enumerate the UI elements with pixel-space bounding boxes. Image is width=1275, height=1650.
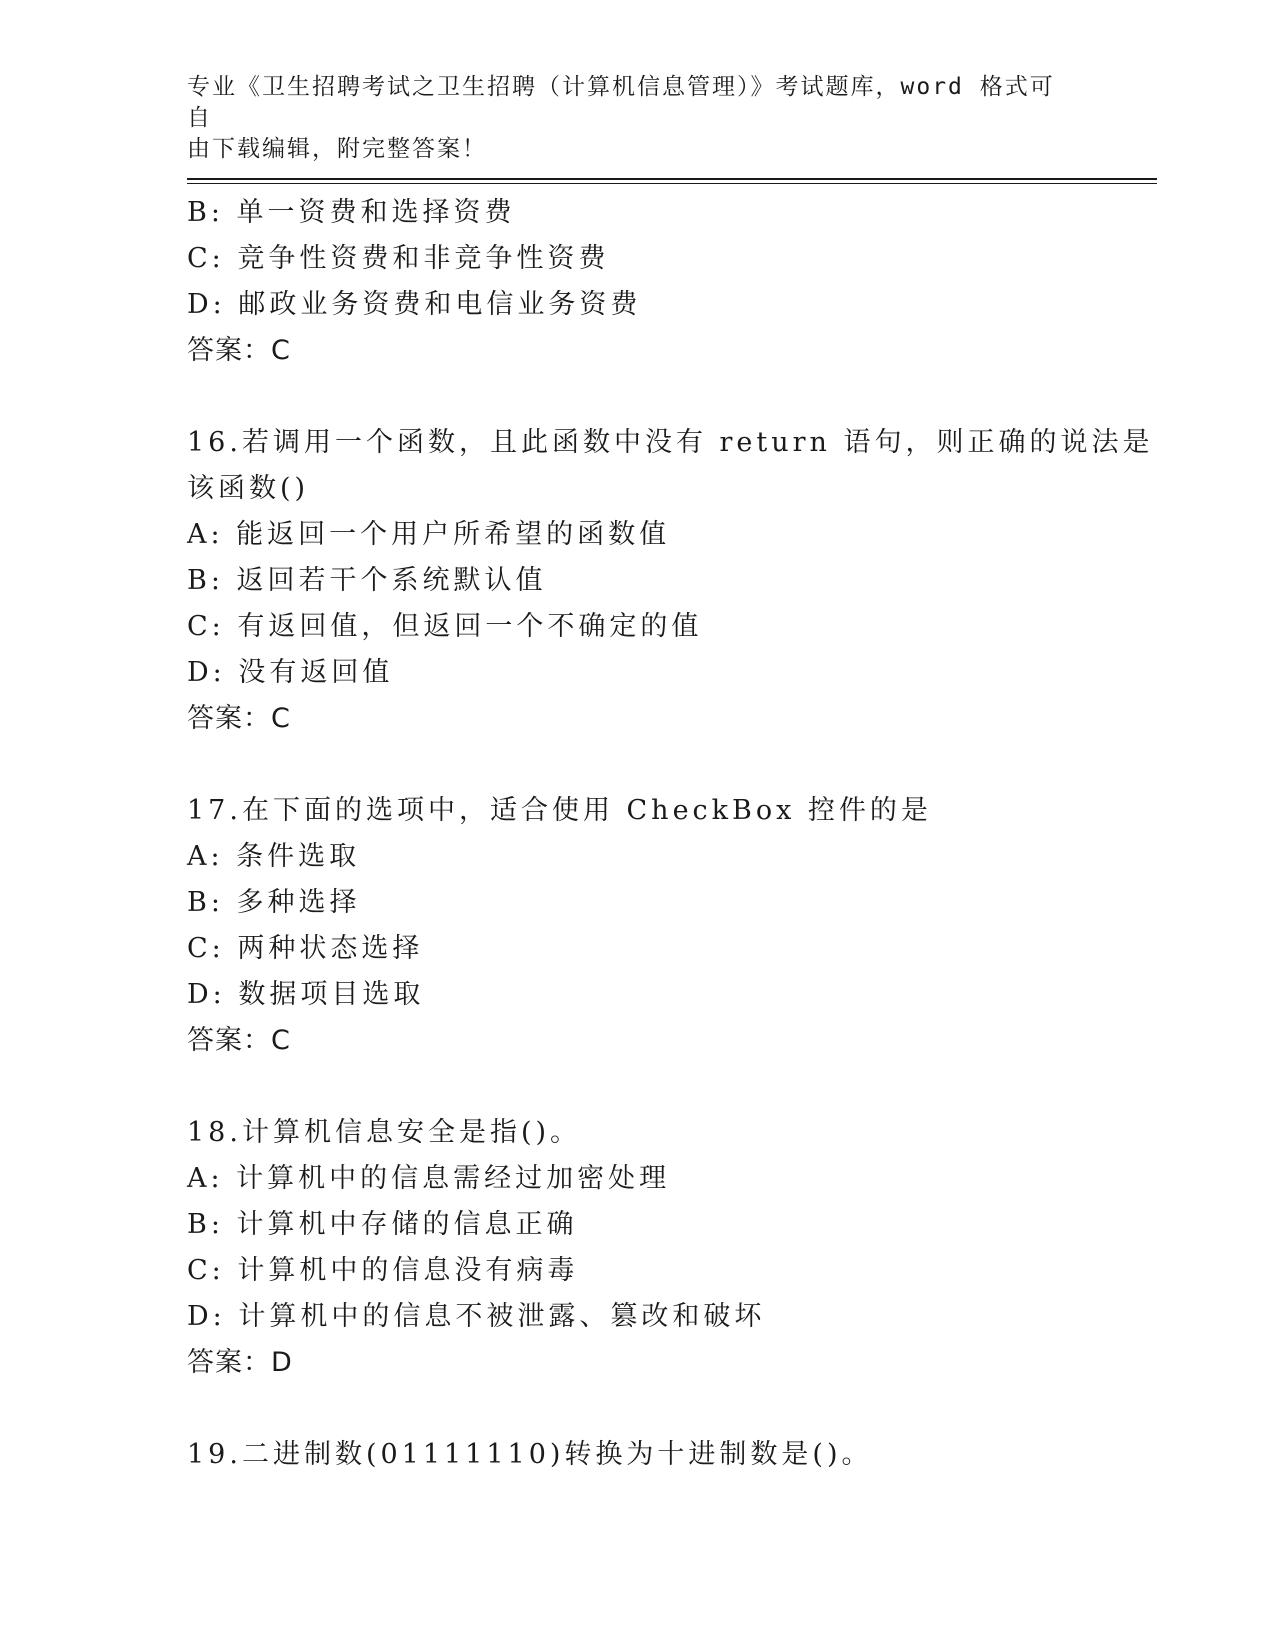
question-16: [187, 420, 1154, 742]
question-15-continued: [187, 190, 1147, 374]
question-17: [187, 788, 1147, 1064]
question-18: [187, 1110, 1147, 1386]
header-line-1: 专业《卫生招聘考试之卫生招聘（计算机信息管理）》考试题库，word 格式可自: [187, 74, 1055, 131]
option-a: A: 能返回一个用户所希望的函数值: [187, 519, 671, 550]
option-b: B: 单一资费和选择资费: [187, 197, 516, 228]
option-b: B: 计算机中存储的信息正确: [187, 1209, 578, 1240]
spacer: [187, 374, 1147, 420]
option-c: C: 两种状态选择: [187, 933, 424, 964]
question-19: [187, 1432, 1147, 1478]
answer: 答案：C: [187, 335, 291, 366]
option-d: D: 邮政业务资费和电信业务资费: [187, 289, 642, 320]
option-a: A: 计算机中的信息需经过加密处理: [187, 1163, 671, 1194]
header-line-2: 由下载编辑，附完整答案！: [187, 136, 487, 162]
question-stem: 16.若调用一个函数，且此函数中没有 return 语句，则正确的说法是: [187, 427, 1154, 458]
question-stem: 19.二进制数(01111110)转换为十进制数是()。: [187, 1439, 873, 1470]
spacer: [187, 1386, 1147, 1432]
header-divider-thick: [187, 178, 1157, 180]
answer: 答案：C: [187, 703, 291, 734]
option-b: B: 多种选择: [187, 887, 361, 918]
option-d: D: 数据项目选取: [187, 979, 425, 1010]
spacer: [187, 742, 1147, 788]
question-stem: 该函数(): [187, 473, 310, 504]
question-stem: 18.计算机信息安全是指()。: [187, 1117, 582, 1148]
option-a: A: 条件选取: [187, 841, 361, 872]
header-divider-thin: [187, 183, 1157, 184]
option-d: D: 没有返回值: [187, 657, 394, 688]
document-header: [187, 72, 1067, 165]
option-d: D: 计算机中的信息不被泄露、篡改和破坏: [187, 1301, 766, 1332]
spacer: [187, 1064, 1147, 1110]
option-b: B: 返回若干个系统默认值: [187, 565, 547, 596]
option-c: C: 竞争性资费和非竞争性资费: [187, 243, 610, 274]
answer: 答案：C: [187, 1025, 291, 1056]
option-c: C: 计算机中的信息没有病毒: [187, 1255, 579, 1286]
question-list: [187, 190, 1154, 1478]
option-c: C: 有返回值，但返回一个不确定的值: [187, 611, 703, 642]
question-stem: 17.在下面的选项中，适合使用 CheckBox 控件的是: [187, 795, 932, 826]
answer: 答案：D: [187, 1347, 293, 1378]
